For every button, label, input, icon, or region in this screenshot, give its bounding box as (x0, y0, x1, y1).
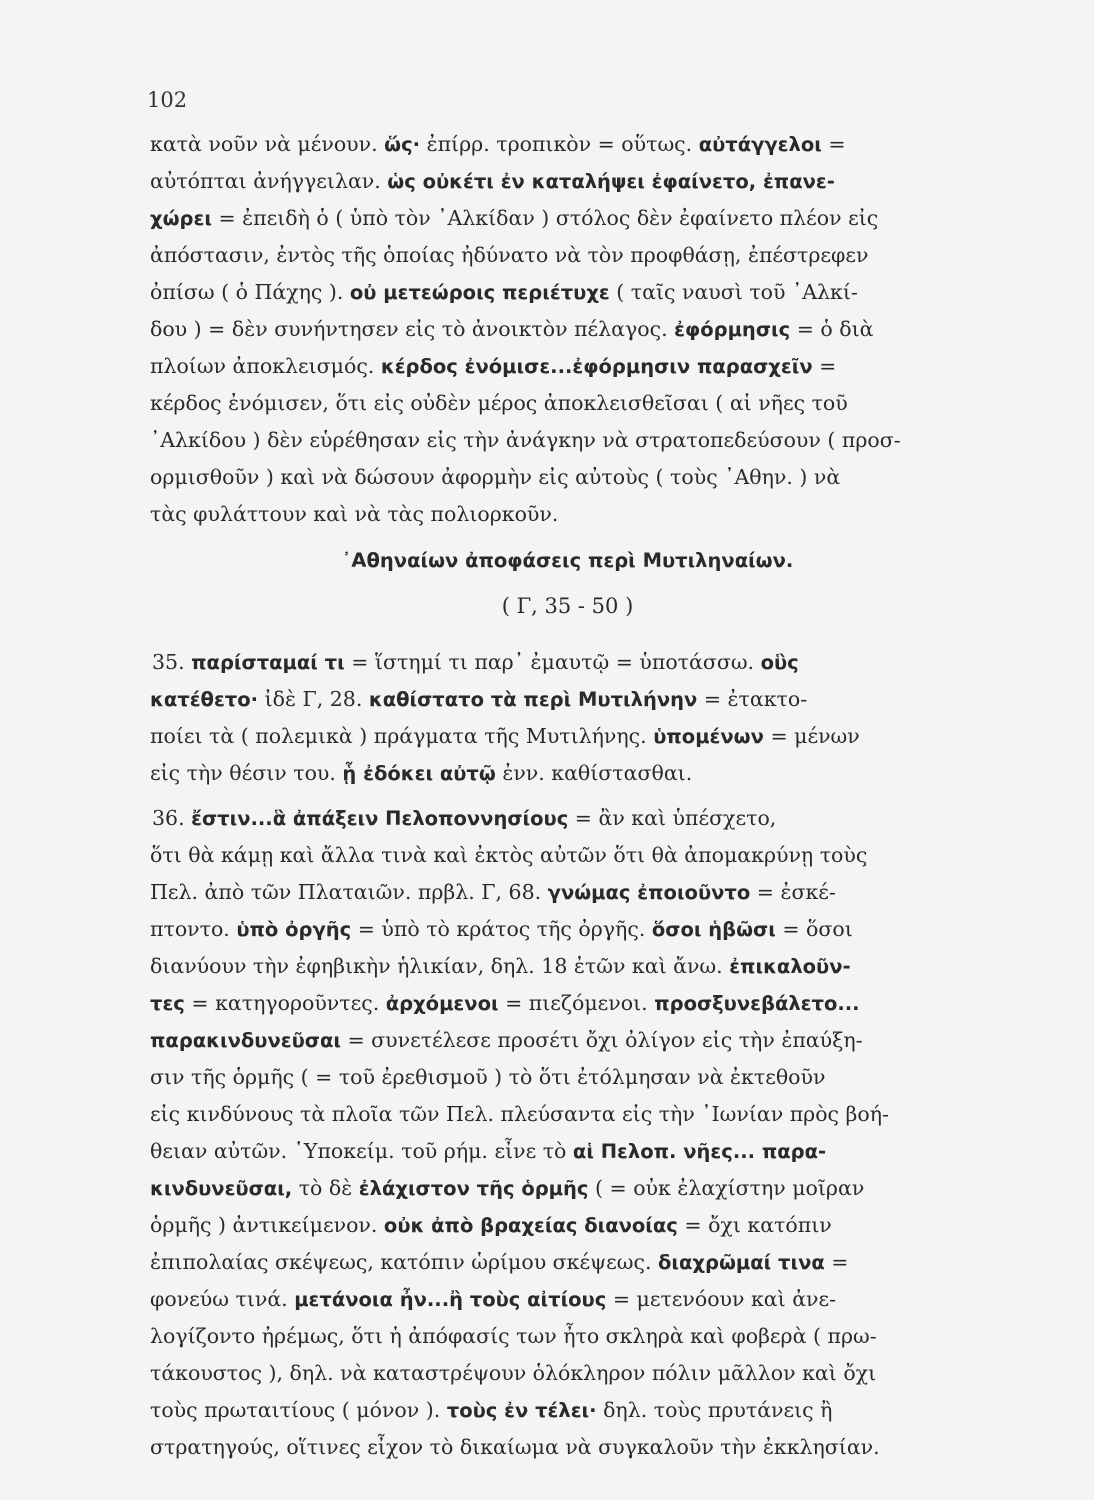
text-line (150, 1429, 985, 1466)
section-range: ( Γ, 35 - 50 ) (501, 594, 634, 618)
gloss-text: δηλ. τοὺς πρυτάνεις ἢ (596, 1398, 833, 1422)
bold-lemma: κέρδος ἐνόμισε...ἐφόρμησιν παρασχεῖν (380, 355, 813, 378)
text-line (150, 1170, 985, 1207)
gloss-text: θειαν αὐτῶν. ῾Υποκείμ. τοῦ ρήμ. εἶνε τὸ (150, 1139, 573, 1163)
bold-lemma: καθίστατο τὰ περὶ Μυτιλήνην (368, 688, 698, 711)
gloss-text: στρατηγούς, οἵτινες εἶχον τὸ δικαίωμα νὰ συγκαλοῦν τὴν ἐκκλησίαν. (150, 1435, 880, 1459)
gloss-text: πτοντο. (150, 917, 237, 941)
gloss-text: = κατηγοροῦντες. (184, 991, 386, 1015)
text-line (150, 163, 985, 200)
gloss-text: ὁρμῆς ) ἀντικείμενον. (150, 1213, 384, 1237)
gloss-text: ὀπίσω ( ὁ Πάχης ). (150, 280, 350, 304)
gloss-text: ὅτι θὰ κάμῃ καὶ ἄλλα τινὰ καὶ ἐκτὸς αὐτῶν ὅτι θὰ ἀπομακρύνῃ τοὺς (150, 843, 868, 867)
gloss-text: πλοίων ἀποκλεισμός. (150, 354, 381, 378)
bold-lemma: τοὺς ἐν τέλει· (446, 1399, 597, 1422)
text-line (150, 755, 985, 792)
text-line (150, 718, 985, 755)
bold-lemma: ὅσοι ἡβῶσι (651, 918, 776, 941)
gloss-text: ἐπιπολαίας σκέψεως, κατόπιν ὡρίμου σκέψεως. (150, 1250, 659, 1274)
gloss-text: = πιεζόμενοι. (498, 991, 655, 1015)
gloss-text: ( ταῖς ναυσὶ τοῦ ᾿Αλκί- (609, 280, 858, 304)
bold-lemma: ἐφόρμησις (674, 318, 791, 341)
text-line (150, 1281, 985, 1318)
gloss-text: = ἂν καὶ ὑπέσχετο, (568, 806, 777, 830)
paragraph-1 (150, 126, 985, 533)
text-line (150, 422, 985, 459)
text-line (150, 1133, 985, 1170)
bold-lemma: ὡς οὐκέτι ἐν καταλήψει ἐφαίνετο, ἐπανε- (387, 170, 835, 193)
gloss-text: τὰς φυλάττουν καὶ νὰ τὰς πολιορκοῦν. (150, 502, 559, 526)
gloss-text: ἀπόστασιν, ἐντὸς τῆς ὁποίας ἠδύνατο νὰ τὸν προφθάσῃ, ἐπέστρεφεν (150, 243, 869, 267)
bold-lemma: τες (150, 992, 185, 1015)
text-line (150, 1022, 985, 1059)
gloss-text: = μένων (763, 724, 860, 748)
text-line (150, 911, 985, 948)
gloss-text: φονεύω τινά. (150, 1287, 295, 1311)
text-line (150, 681, 985, 718)
text-line (150, 644, 985, 681)
gloss-text: διανύουν τὴν ἐφηβικὴν ἡλικίαν, δηλ. 18 ἐτῶν καὶ ἄνω. (150, 954, 730, 978)
text-line (150, 1207, 985, 1244)
bold-lemma: κινδυνεῦσαι, (150, 1177, 293, 1200)
bold-lemma: ἔστιν...ἃ ἀπάξειν Πελοποννησίους (191, 807, 569, 830)
gloss-text: = (821, 132, 846, 156)
text-line (150, 1355, 985, 1392)
bold-lemma: οὐκ ἀπὸ βραχείας διανοίας (383, 1214, 678, 1237)
bold-lemma: ἐλάχιστον τῆς ὁρμῆς (358, 1177, 589, 1200)
gloss-text: ἐπίρρ. τροπικὸν = οὕτως. (420, 132, 699, 156)
gloss-text: = ἵστημί τι παρ᾿ ἐμαυτῷ = ὑποτάσσω. (344, 650, 761, 674)
text-line (150, 311, 985, 348)
gloss-text: = (824, 1250, 849, 1274)
bold-lemma: οὐ μετεώροις περιέτυχε (349, 281, 610, 304)
paragraph-3 (150, 800, 985, 1466)
text-line (150, 274, 985, 311)
gloss-text: κατὰ νοῦν νὰ μένουν. (150, 132, 385, 156)
text-line (150, 1392, 985, 1429)
bold-lemma: παρίσταμαί τι (191, 651, 345, 674)
bold-lemma: ᾗ ἐδόκει αὐτῷ (342, 762, 496, 785)
gloss-text: = ἐπειδὴ ὁ ( ὑπὸ τὸν ᾿Αλκίδαν ) στόλος δὲν ἐφαίνετο πλέον εἰς (211, 206, 879, 230)
text-line (150, 459, 985, 496)
gloss-text: = συνετέλεσε προσέτι ὄχι ὀλίγον εἰς τὴν ἐπαύξη- (340, 1028, 863, 1052)
gloss-text: = (812, 354, 837, 378)
gloss-text: = ὁ διὰ (790, 317, 874, 341)
gloss-text: = ἐτακτο- (697, 687, 808, 711)
gloss-text: ποίει τὰ ( πολεμικὰ ) πράγματα τῆς Μυτιλήνης. (150, 724, 654, 748)
gloss-text: 35. (152, 650, 192, 674)
bold-lemma: ὑπὸ ὀργῆς (236, 918, 352, 941)
bold-lemma: προσξυνεβάλετο... (654, 992, 860, 1015)
text-line (150, 985, 985, 1022)
gloss-text: Πελ. ἀπὸ τῶν Πλαταιῶν. πρβλ. Γ, 68. (150, 880, 548, 904)
section-heading: ᾿Αθηναίων ἀποφάσεις περὶ Μυτιληναίων. (341, 549, 794, 572)
gloss-text: ἰδὲ Γ, 28. (258, 687, 369, 711)
gloss-text: τάκουστος ), δηλ. νὰ καταστρέψουν ὁλόκληρον πόλιν μᾶλλον καὶ ὄχι (150, 1361, 877, 1385)
gloss-text: = ὄχι κατόπιν (677, 1213, 832, 1237)
text-line (150, 126, 985, 163)
text-line (150, 237, 985, 274)
text-line (150, 1244, 985, 1281)
gloss-text: = ὑπὸ τὸ κράτος τῆς ὀργῆς. (351, 917, 652, 941)
text-line (150, 948, 985, 985)
text-line (150, 496, 985, 533)
bold-lemma: χώρει (150, 207, 212, 230)
text-line (150, 1096, 985, 1133)
bold-lemma: μετάνοια ἦν...ἢ τοὺς αἰτίους (294, 1288, 607, 1311)
bold-lemma: κατέθετο· (150, 688, 259, 711)
gloss-text: λογίζοντο ἠρέμως, ὅτι ἡ ἀπόφασίς των ἦτο σκληρὰ καὶ φοβερὰ ( πρω- (150, 1324, 877, 1348)
text-line (150, 385, 985, 422)
bold-lemma: αἱ Πελοπ. νῆες... παρα- (572, 1140, 827, 1163)
bold-lemma: ἐπικαλοῦν- (729, 955, 851, 978)
bold-lemma: ἀρχόμενοι (385, 992, 499, 1015)
page-number: 102 (147, 88, 188, 112)
bold-lemma: ὑπομένων (653, 725, 764, 748)
gloss-text: σιν τῆς ὁρμῆς ( = τοῦ ἐρεθισμοῦ ) τὸ ὅτι ἐτόλμησαν νὰ ἐκτεθοῦν (150, 1065, 826, 1089)
gloss-text: = ἐσκέ- (750, 880, 836, 904)
text-line (150, 200, 985, 237)
gloss-text: ( = οὐκ ἐλαχίστην μοῖραν (588, 1176, 865, 1200)
gloss-text: εἰς τὴν θέσιν του. (150, 761, 343, 785)
gloss-text: 36. (152, 806, 192, 830)
bold-lemma: αὐτάγγελοι (698, 133, 822, 156)
text-line (150, 837, 985, 874)
gloss-text: = ὅσοι (775, 917, 853, 941)
text-line (150, 1318, 985, 1355)
gloss-text: τὸ δὲ (292, 1176, 359, 1200)
gloss-text: εἰς κινδύνους τὰ πλοῖα τῶν Πελ. πλεύσαντα εἰς τὴν ᾿Ιωνίαν πρὸς βοή- (150, 1102, 889, 1126)
gloss-text: ᾿Αλκίδου ) δὲν εὑρέθησαν εἰς τὴν ἀνάγκην νὰ στρατοπεδεύσουν ( προσ- (150, 428, 901, 452)
gloss-text: τοὺς πρωταιτίους ( μόνον ). (150, 1398, 447, 1422)
gloss-text: αὐτόπται ἀνήγγειλαν. (150, 169, 388, 193)
gloss-text: δου ) = δὲν συνήντησεν εἰς τὸ ἀνοικτὸν πέλαγος. (150, 317, 675, 341)
bold-lemma: ὥς· (384, 133, 421, 156)
gloss-text: = μετενόουν καὶ ἀνε- (606, 1287, 837, 1311)
gloss-text: κέρδος ἐνόμισεν, ὅτι εἰς οὐδὲν μέρος ἀποκλεισθεῖσαι ( αἱ νῆες τοῦ (150, 391, 848, 415)
text-line (150, 800, 985, 837)
bold-lemma: διαχρῶμαί τινα (658, 1251, 825, 1274)
text-line (150, 1059, 985, 1096)
bold-lemma: παρακινδυνεῦσαι (150, 1029, 341, 1052)
paragraph-2 (150, 644, 985, 792)
gloss-text: ἐνν. καθίστασθαι. (495, 761, 693, 785)
text-line (150, 874, 985, 911)
bold-lemma: γνώμας ἐποιοῦντο (547, 881, 751, 904)
text-line (150, 348, 985, 385)
gloss-text: ορμισθοῦν ) καὶ νὰ δώσουν ἀφορμὴν εἰς αὐτοὺς ( τοὺς ᾿Αθην. ) νὰ (150, 465, 841, 489)
bold-lemma: οὓς (760, 651, 799, 674)
